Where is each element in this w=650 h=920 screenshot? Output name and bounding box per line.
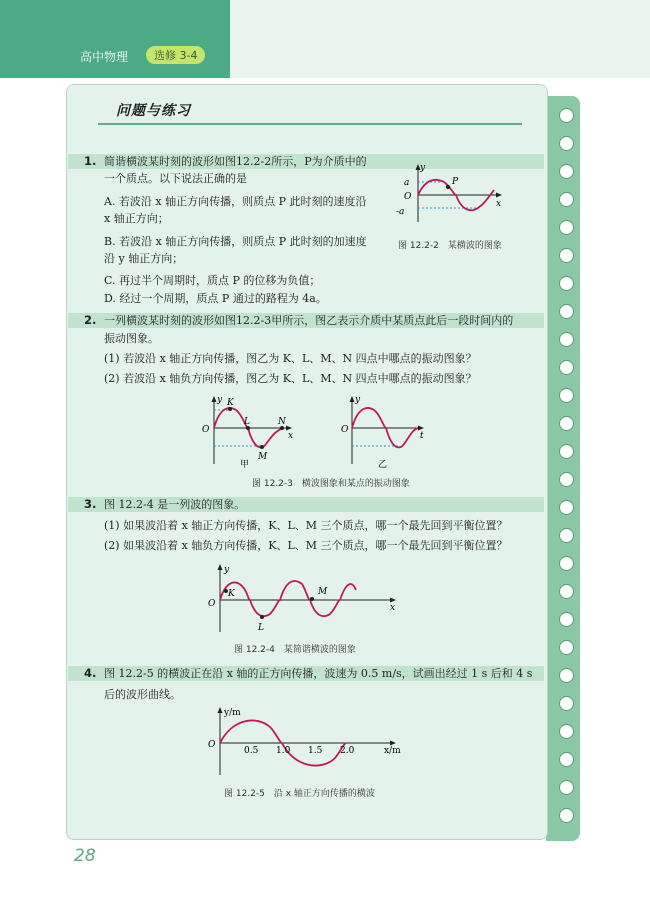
binder-ring: [559, 304, 574, 319]
question-text: 一个质点。以下说法正确的是: [104, 172, 247, 185]
option-text: 沿 y 轴正方向；: [104, 252, 184, 265]
binder-ring: [559, 276, 574, 291]
binder-ring: [559, 192, 574, 207]
axis-label: x/m: [384, 746, 401, 756]
question-text: 图 12.2-5 的横波正在沿 x 轴的正方向传播，波速为 0.5 m/s，试画出经过 1 s 后和 4 s: [104, 667, 533, 680]
figure-12-2-5: [206, 705, 406, 777]
binder-ring: [559, 612, 574, 627]
point-label: K: [227, 398, 234, 408]
option-text: D. 经过一个周期，质点 P 通过的路程为 4a。: [104, 292, 327, 305]
binder-ring: [559, 388, 574, 403]
binder-ring: [559, 640, 574, 655]
book-volume-badge: 选修 3-4: [146, 46, 205, 64]
question-text: (1) 若波沿 x 轴正方向传播，图乙为 K、L、M、N 四点中哪点的振动图象？: [104, 352, 477, 365]
binder-ring: [559, 500, 574, 515]
subfigure-label: 甲: [240, 460, 250, 470]
option-text: x 轴正方向；: [104, 212, 169, 225]
question-number: 1.: [84, 154, 97, 168]
figure-caption: 图 12.2-2 某横波的图象: [398, 241, 502, 251]
origin-label: O: [341, 425, 349, 435]
axis-label: y: [355, 395, 361, 405]
axis-label: t: [420, 431, 424, 441]
question-text: 后的波形曲线。: [104, 688, 181, 701]
binder-ring: [559, 360, 574, 375]
binder-ring: [559, 444, 574, 459]
question-text: (1) 如果波沿着 x 轴正方向传播，K、L、M 三个质点，哪一个最先回到平衡位置？: [104, 519, 508, 532]
origin-label: O: [404, 192, 412, 202]
amplitude-label: -a: [396, 207, 405, 217]
binder-ring: [559, 780, 574, 795]
origin-label: O: [208, 740, 216, 750]
point-label: K: [228, 589, 235, 599]
figure-12-2-4: [206, 560, 406, 636]
axis-label: x: [288, 431, 294, 441]
binder-ring: [559, 668, 574, 683]
tick-label: 2.0: [340, 746, 355, 756]
binder-ring: [559, 332, 574, 347]
option-text: A. 若波沿 x 轴正方向传播，则质点 P 此时刻的速度沿: [104, 195, 367, 208]
option-text: B. 若波沿 x 轴正方向传播，则质点 P 此时刻的加速度: [104, 235, 367, 248]
question-number: 4.: [84, 666, 97, 680]
binder-ring: [559, 220, 574, 235]
tick-label: 1.0: [276, 746, 291, 756]
binder-ring: [559, 528, 574, 543]
axis-label: y: [217, 395, 223, 405]
book-title: 高中物理: [80, 50, 129, 64]
binder-ring: [559, 472, 574, 487]
binder-ring: [559, 164, 574, 179]
figure-12-2-2: [390, 160, 510, 230]
option-text: C. 再过半个周期时，质点 P 的位移为负值；: [104, 274, 321, 287]
binder-ring: [559, 584, 574, 599]
axis-label: y: [420, 163, 426, 173]
axis-label: x: [496, 199, 502, 209]
subfigure-label: 乙: [378, 460, 388, 470]
point-label: P: [452, 177, 459, 187]
point-label: L: [258, 623, 264, 633]
figure-12-2-3-left: [200, 392, 310, 470]
binder-ring: [559, 136, 574, 151]
question-text: 一列横波某时刻的波形如图12.2-3甲所示，图乙表示介质中某质点此后一段时间内的: [104, 314, 514, 327]
page-number: 28: [74, 846, 96, 866]
point-label: N: [278, 417, 286, 427]
point-label: L: [244, 417, 250, 427]
question-number: 3.: [84, 497, 97, 511]
binder-ring: [559, 752, 574, 767]
question-text: 图 12.2-4 是一列波的图象。: [104, 498, 246, 511]
amplitude-label: a: [404, 178, 410, 188]
point-label: M: [258, 452, 268, 462]
origin-label: O: [208, 599, 216, 609]
figure-caption: 图 12.2-5 沿 x 轴正方向传播的横波: [224, 789, 375, 799]
figure-caption: 图 12.2-3 横波图象和某点的振动图象: [252, 479, 410, 489]
question-number: 2.: [84, 313, 97, 327]
question-text: (2) 如果波沿着 x 轴负方向传播，K、L、M 三个质点，哪一个最先回到平衡位置？: [104, 539, 508, 552]
binder-ring: [559, 108, 574, 123]
axis-label: x: [390, 603, 396, 613]
binder-ring: [559, 724, 574, 739]
heading-divider: [98, 123, 522, 125]
tick-label: 1.5: [308, 746, 323, 756]
axis-label: y: [224, 565, 230, 575]
binder-ring: [559, 556, 574, 571]
question-text: 简谐横波某时刻的波形如图12.2-2所示，P为介质中的: [104, 155, 367, 168]
axis-label: y/m: [224, 708, 241, 718]
origin-label: O: [202, 425, 210, 435]
binder-ring: [559, 248, 574, 263]
question-text: (2) 若波沿 x 轴负方向传播，图乙为 K、L、M、N 四点中哪点的振动图象？: [104, 372, 477, 385]
section-heading: 问题与练习: [116, 103, 191, 119]
figure-caption: 图 12.2-4 某简谐横波的图象: [234, 645, 356, 655]
header-band: [0, 0, 230, 78]
question-text: 振动图象。: [104, 332, 159, 345]
binder-ring: [559, 416, 574, 431]
tick-label: 0.5: [244, 746, 259, 756]
binder-ring: [559, 696, 574, 711]
binder-ring: [559, 808, 574, 823]
header-band-light: [230, 0, 650, 78]
figure-12-2-3-right: [340, 392, 440, 470]
point-label: M: [318, 587, 328, 597]
